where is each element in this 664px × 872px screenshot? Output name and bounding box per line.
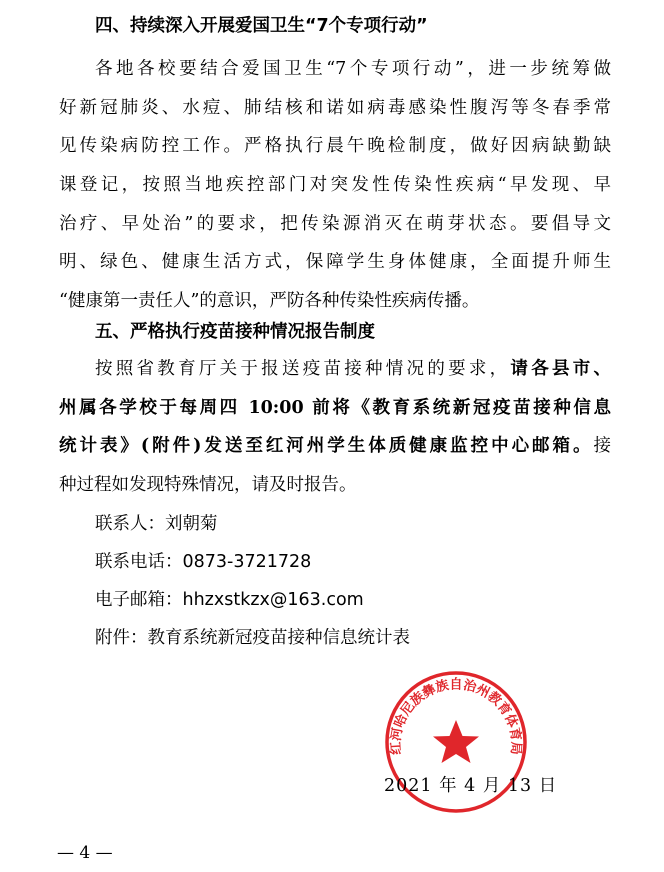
paragraph-line: “健康第一责任人”的意识，严防各种传染性疾病传播。 xyxy=(59,291,480,312)
attachment xyxy=(95,626,410,650)
text-normal: 接 xyxy=(593,436,611,457)
contact-person-label: 联系人： xyxy=(95,514,165,534)
document-date: 2021 年 4 月 13 日 xyxy=(384,776,558,796)
paragraph-line: 治疗、早处治”的要求，把传染源消灭在萌芽状态。要倡导文 xyxy=(59,213,611,234)
paragraph-line: 好新冠肺炎、水痘、肺结核和诺如病毒感染性腹泻等冬春季常 xyxy=(59,97,611,118)
contact-email xyxy=(95,588,364,612)
text-bold: 州属各学校于每周四 10:00 前将《教育系统新冠疫苗接种信息 xyxy=(59,397,611,418)
section-5-paragraph xyxy=(59,350,611,505)
paragraph-line: 种过程如发现特殊情况，请及时报告。 xyxy=(59,475,357,496)
attachment-label: 附件： xyxy=(95,628,148,648)
paragraph-line: 各地各校要结合爱国卫生“7个专项行动”，进一步统筹做 xyxy=(95,59,611,79)
paragraph-line: 明、绿色、健康生活方式，保障学生身体健康，全面提升师生 xyxy=(59,252,611,273)
contact-email-value: hhzxstkzx@163.com xyxy=(182,590,364,610)
contact-phone-label: 联系电话： xyxy=(95,552,183,572)
contact-phone-value: 0873-3721728 xyxy=(182,552,312,572)
text-bold: 请各县市、 xyxy=(510,359,612,379)
contact-person xyxy=(95,512,218,536)
attachment-value: 教育系统新冠疫苗接种信息统计表 xyxy=(147,628,410,648)
star-icon xyxy=(433,720,479,763)
text-bold: 统计表》(附件)发送至红河州学生体质健康监控中心邮箱。 xyxy=(59,436,594,457)
paragraph-line xyxy=(59,389,611,428)
seal-text: 红河哈尼族彝族自治州教育体育局 xyxy=(388,677,524,756)
paragraph-line xyxy=(59,427,611,466)
section-4-heading: 四、持续深入开展爱国卫生“7个专项行动” xyxy=(95,16,428,36)
page-number: — 4 — xyxy=(57,843,113,863)
paragraph-line: 见传染病防控工作。严格执行晨午晚检制度，做好因病缺勤缺 xyxy=(59,136,611,157)
paragraph-line xyxy=(59,350,611,389)
text-normal: 按照省教育厅关于报送疫苗接种情况的要求， xyxy=(95,359,511,379)
section-4-paragraph xyxy=(59,50,611,321)
contact-email-label: 电子邮箱： xyxy=(95,590,183,610)
paragraph-line: 课登记，按照当地疾控部门对突发性传染性疾病“早发现、早 xyxy=(59,175,611,196)
contact-person-value: 刘朝菊 xyxy=(165,514,218,534)
contact-phone xyxy=(95,550,311,574)
section-5-heading: 五、严格执行疫苗接种情况报告制度 xyxy=(95,322,375,342)
